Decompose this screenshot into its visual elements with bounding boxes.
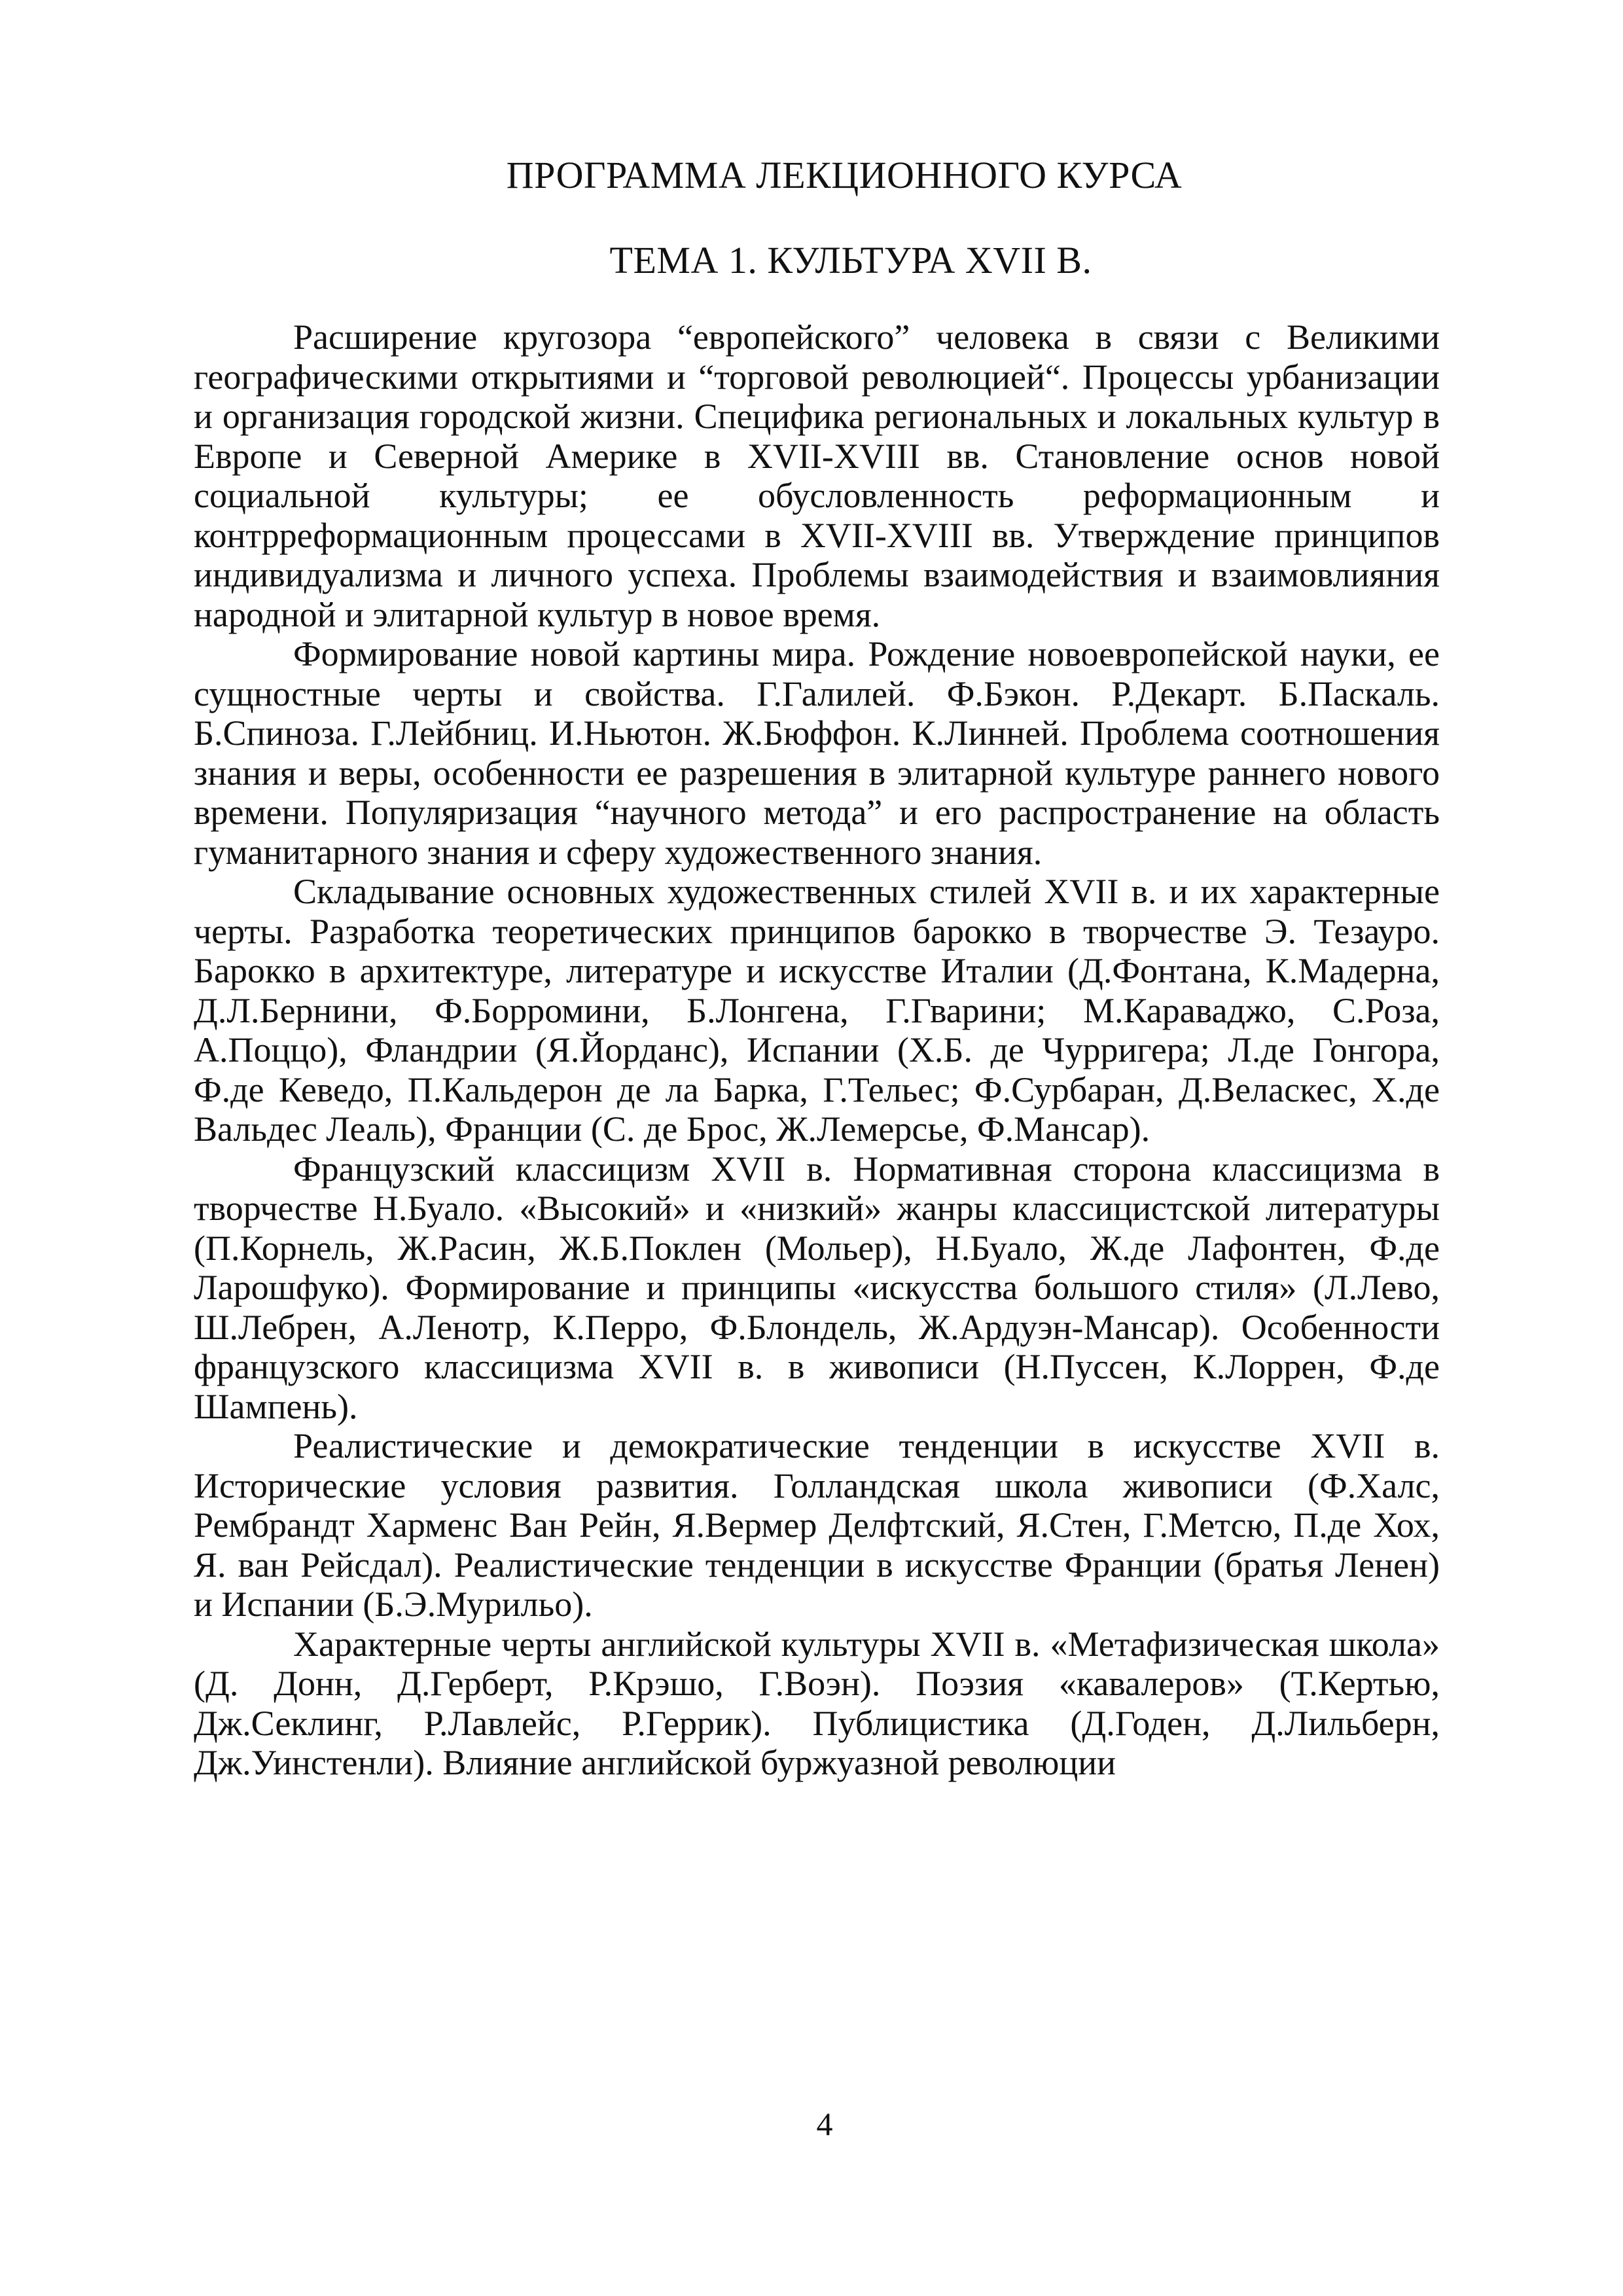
paragraph-4: Французский классицизм XVII в. Нормативная сторона классицизма в творчестве Н.Буало. «Высокий» и «низкий» жанры классицистской литературы (П.Корнель, Ж.Расин, Ж.Б.Поклен (Мольер), Н.Буало, Ж.де Лафонтен, Ф.де Ларошфуко). Формирование и принципы «искусства большого стиля» (Л.Лево, Ш.Лебрен, А.Ленотр, К.Перро, Ф.Блондель, Ж.Ардуэн-Мансар). Особенности французского классицизма XVII в. в живописи (Н.Пуссен, К.Лоррен, Ф.де Шампень). [194,1149,1440,1426]
paragraph-1: Расширение кругозора “европейского” человека в связи с Великими географическими открытиями и “торговой революцией“. Процессы урбанизации и организация городской жизни. Специфика региональных и локальных культур в Европе и Северной Америке в XVII-XVIII вв. Становление основ новой социальной культуры; ее обусловленность реформационным и контрреформационным процессами в XVII-XVIII вв. Утверждение принципов индивидуализма и личного успеха. Проблемы взаимодействия и взаимовлияния народной и элитарной культур в новое время. [194,317,1440,634]
paragraph-5: Реалистические и демократические тенденции в искусстве XVII в. Исторические условия развития. Голландская школа живописи (Ф.Халс, Рембрандт Харменс Ван Рейн, Я.Вермер Делфтский, Я.Стен, Г.Метсю, П.де Хох, Я. ван Рейсдал). Реалистические тенденции в искусстве Франции (братья Ленен) и Испании (Б.Э.Мурильо). [194,1426,1440,1624]
page-number: 4 [816,2106,833,2142]
paragraph-2: Формирование новой картины мира. Рождение новоевропейской науки, ее сущностные черты и свойства. Г.Галилей. Ф.Бэкон. Р.Декарт. Б.Паскаль. Б.Спиноза. Г.Лейбниц. И.Ньютон. Ж.Бюффон. К.Линней. Проблема соотношения знания и веры, особенности ее разрешения в элитарной культуре раннего нового времени. Популяризация “научного метода” и его распространение на область гуманитарного знания и сферу художественного знания. [194,634,1440,872]
topic-heading: ТЕМА 1. КУЛЬТУРА XVII В. [609,239,1092,281]
document-title: ПРОГРАММА ЛЕКЦИОННОГО КУРСА [506,154,1183,196]
body-text [194,317,1440,1783]
paragraph-3: Складывание основных художественных стилей XVII в. и их характерные черты. Разработка теоретических принципов барокко в творчестве Э. Тезауро. Барокко в архитектуре, литературе и искусстве Италии (Д.Фонтана, К.Мадерна, Д.Л.Бернини, Ф.Борромини, Б.Лонгена, Г.Гварини; М.Караваджо, С.Роза, А.Поццо), Фландрии (Я.Йорданс), Испании (Х.Б. де Чурригера; Л.де Гонгора, Ф.де Кеведо, П.Кальдерон де ла Барка, Г.Тельес; Ф.Сурбаран, Д.Веласкес, Х.де Вальдес Леаль), Франции (С. де Брос, Ж.Лемерсье, Ф.Мансар). [194,872,1440,1149]
paragraph-6: Характерные черты английской культуры XVII в. «Метафизическая школа» (Д. Донн, Д.Герберт, Р.Крэшо, Г.Воэн). Поэзия «кавалеров» (Т.Кертью, Дж.Секлинг, Р.Лавлейс, Р.Геррик). Публицистика (Д.Годен, Д.Лильберн, Дж.Уинстенли). Влияние английской буржуазной революции [194,1624,1440,1782]
